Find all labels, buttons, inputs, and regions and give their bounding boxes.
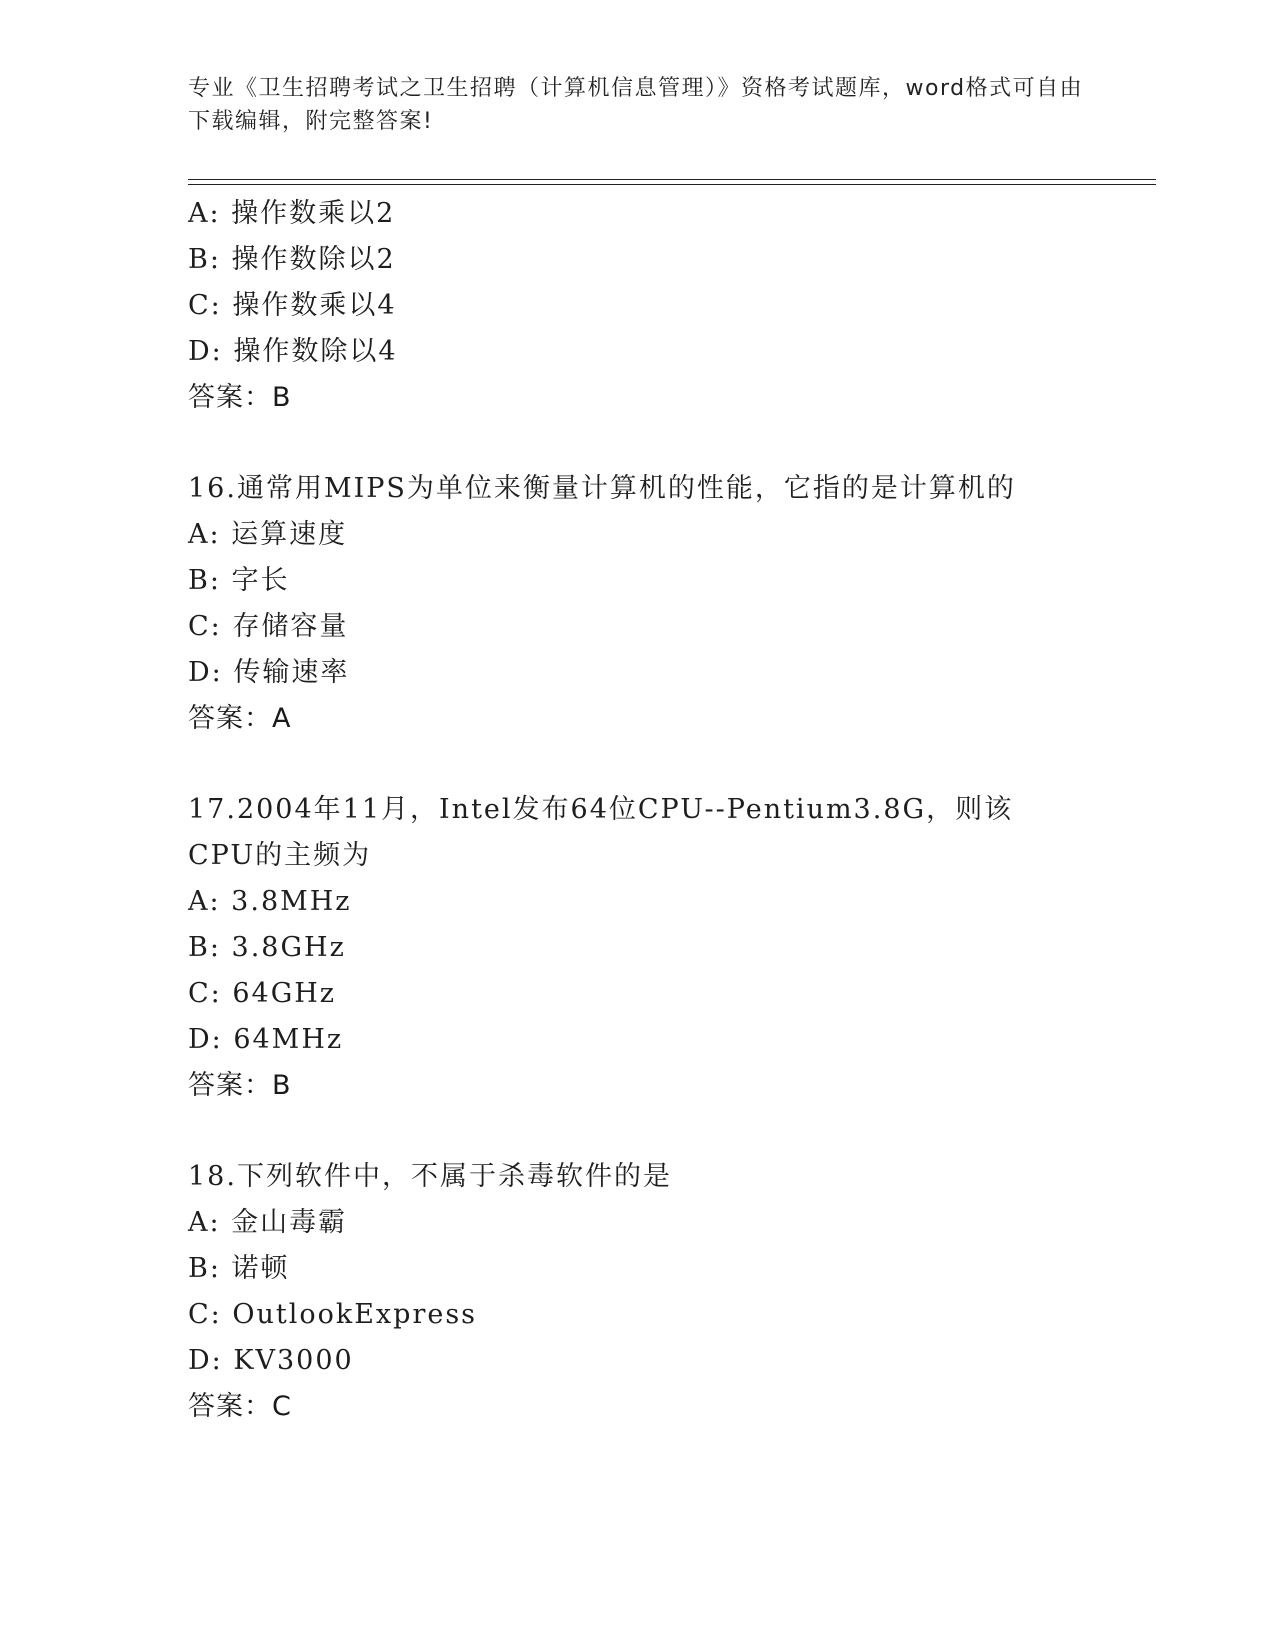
question-stem: 18.下列软件中，不属于杀毒软件的是 (188, 1161, 672, 1192)
option-d: D: 64MHz (188, 1024, 344, 1055)
header-divider-top (188, 179, 1156, 180)
question-list (188, 191, 1148, 1430)
document-header: 专业《卫生招聘考试之卫生招聘（计算机信息管理）》资格考试题库，word格式可自由下载编辑，附完整答案! (188, 76, 1084, 134)
option-d: D: 传输速率 (188, 657, 350, 688)
answer-line: 答案：B (188, 382, 292, 413)
question-stem: 17.2004年11月，Intel发布64位CPU--Pentium3.8G，则该CPU的主频为 (188, 794, 1014, 871)
question-18 (188, 1154, 1148, 1430)
header-divider-bottom (188, 184, 1156, 185)
option-b: B: 3.8GHz (188, 932, 346, 963)
option-a: A: 操作数乘以2 (188, 198, 396, 229)
option-c: C: 操作数乘以4 (188, 290, 397, 321)
option-c: C: 存储容量 (188, 611, 349, 642)
option-a: A: 运算速度 (188, 519, 348, 550)
spacer (188, 1109, 1148, 1154)
answer-line: 答案：A (188, 703, 292, 734)
option-d: D: KV3000 (188, 1345, 354, 1376)
spacer (188, 742, 1148, 787)
spacer (188, 421, 1148, 466)
question-16 (188, 466, 1148, 742)
question-17 (188, 787, 1148, 1109)
option-d: D: 操作数除以4 (188, 336, 398, 367)
answer-line: 答案：B (188, 1070, 292, 1101)
option-b: B: 诺顿 (188, 1253, 290, 1284)
answer-line: 答案：C (188, 1391, 292, 1422)
question-stem: 16.通常用MIPS为单位来衡量计算机的性能，它指的是计算机的 (188, 473, 1016, 504)
option-b: B: 字长 (188, 565, 290, 596)
option-c: C: 64GHz (188, 978, 337, 1009)
option-a: A: 金山毒霸 (188, 1207, 348, 1238)
option-b: B: 操作数除以2 (188, 244, 396, 275)
question-15-partial (188, 191, 1148, 421)
option-a: A: 3.8MHz (188, 886, 352, 917)
option-c: C: OutlookExpress (188, 1299, 478, 1330)
